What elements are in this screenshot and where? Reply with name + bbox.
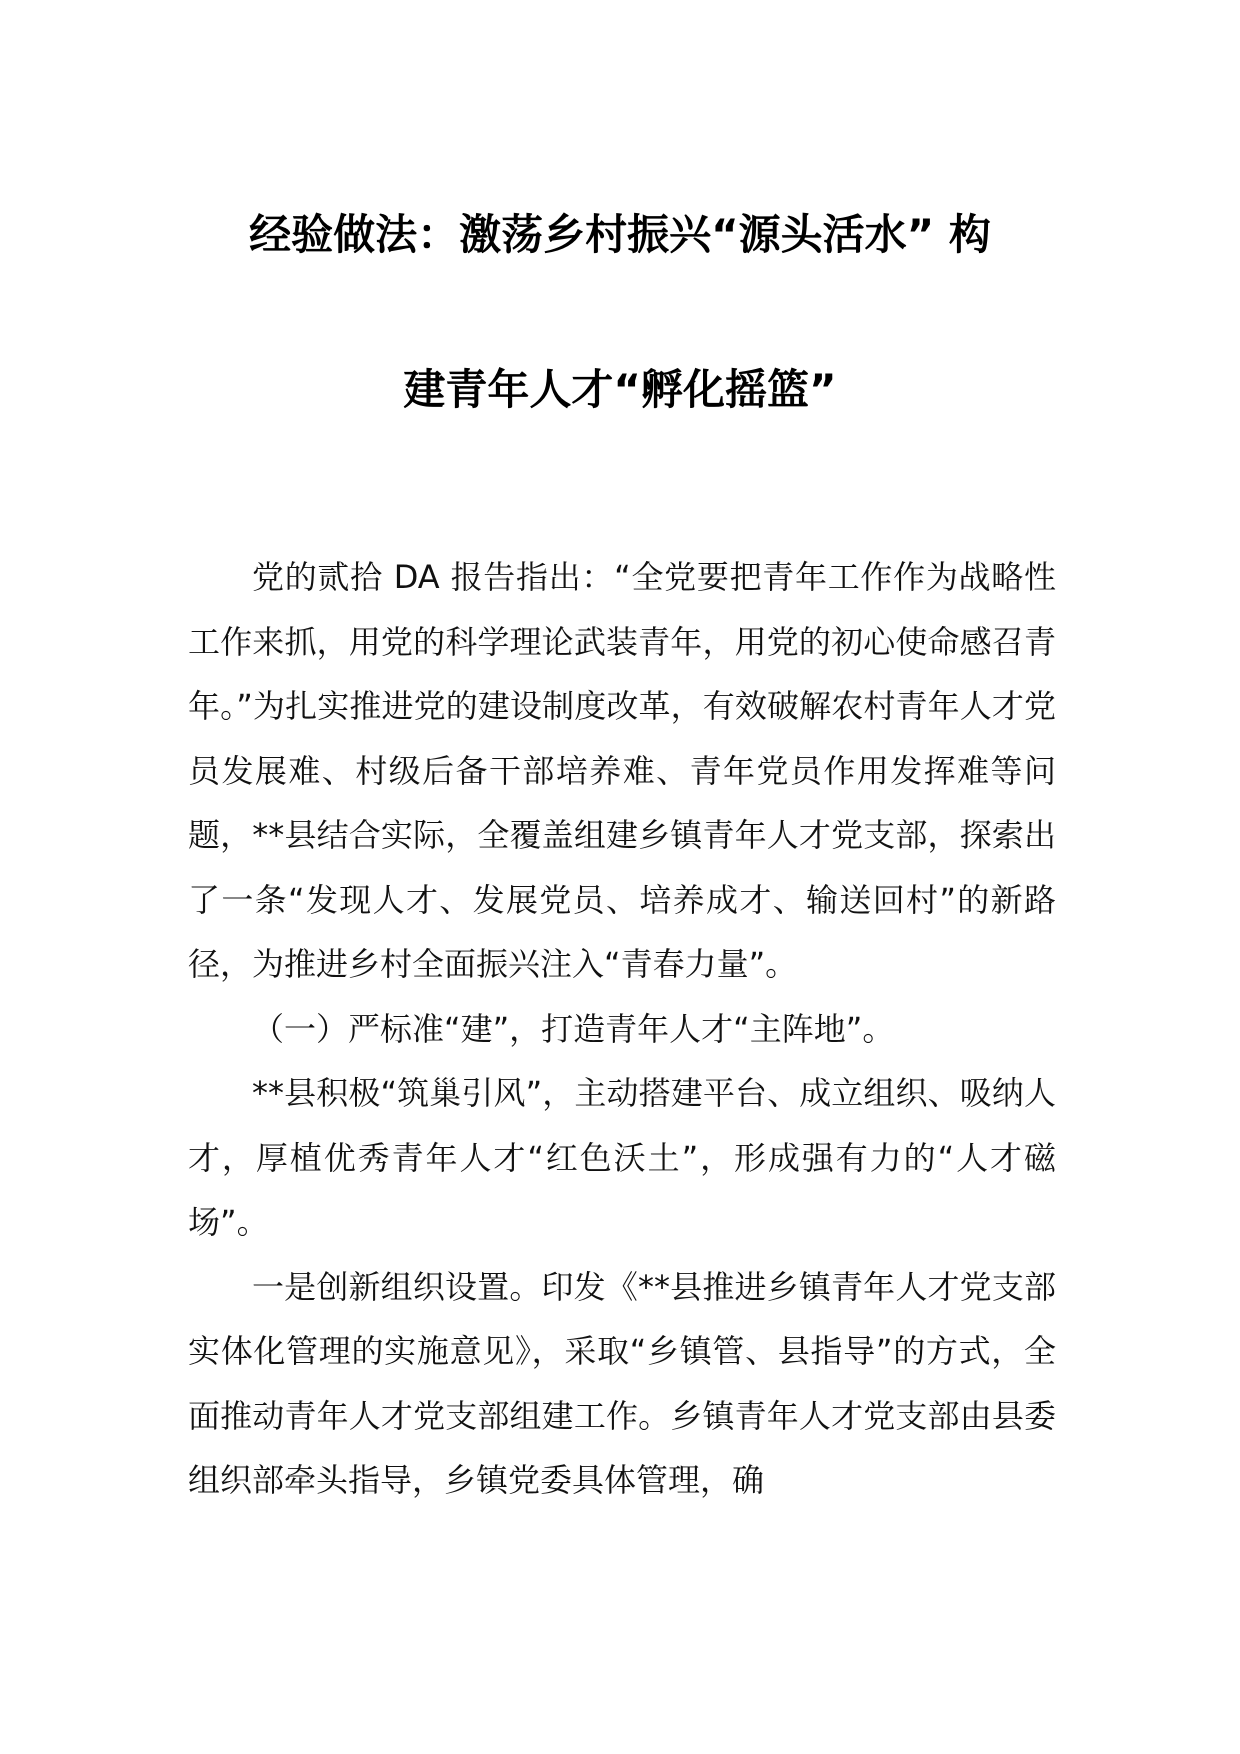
paragraph-intro: 党的贰拾 DA 报告指出：“全党要把青年工作作为战略性工作来抓，用党的科学理论武装青年，用党的初心使命感召青年。”为扎实推进党的建设制度改革，有效破解农村青年人才党员发展难、村级后备干部培养难、青年党员作用发挥难等问题，**县结合实际，全覆盖组建乡镇青年人才党支部，探索出了一条“发现人才、发展党员、培养成才、输送回村”的新路径，为推进乡村全面振兴注入“青春力量”。 <box>188 558 1056 983</box>
document-body <box>188 545 1056 1513</box>
section-heading-1: （一）严标准“建”，打造青年人才“主阵地”。 <box>252 1009 895 1048</box>
paragraph-point-1: 一是创新组织设置。印发《**县推进乡镇青年人才党支部实体化管理的实施意见》，采取“乡镇管、县指导”的方式，全面推动青年人才党支部组建工作。乡镇青年人才党支部由县委组织部牵头指导，乡镇党委具体管理，确 <box>188 1267 1056 1499</box>
document-title-line-2: 建青年人才“孵化摇篮” <box>403 365 837 414</box>
document-title-line-1: 经验做法：激荡乡村振兴“源头活水” 构 <box>249 210 991 259</box>
paragraph-section-1: **县积极“筑巢引风”，主动搭建平台、成立组织、吸纳人才，厚植优秀青年人才“红色沃土”，形成强有力的“人才磁场”。 <box>188 1074 1056 1241</box>
